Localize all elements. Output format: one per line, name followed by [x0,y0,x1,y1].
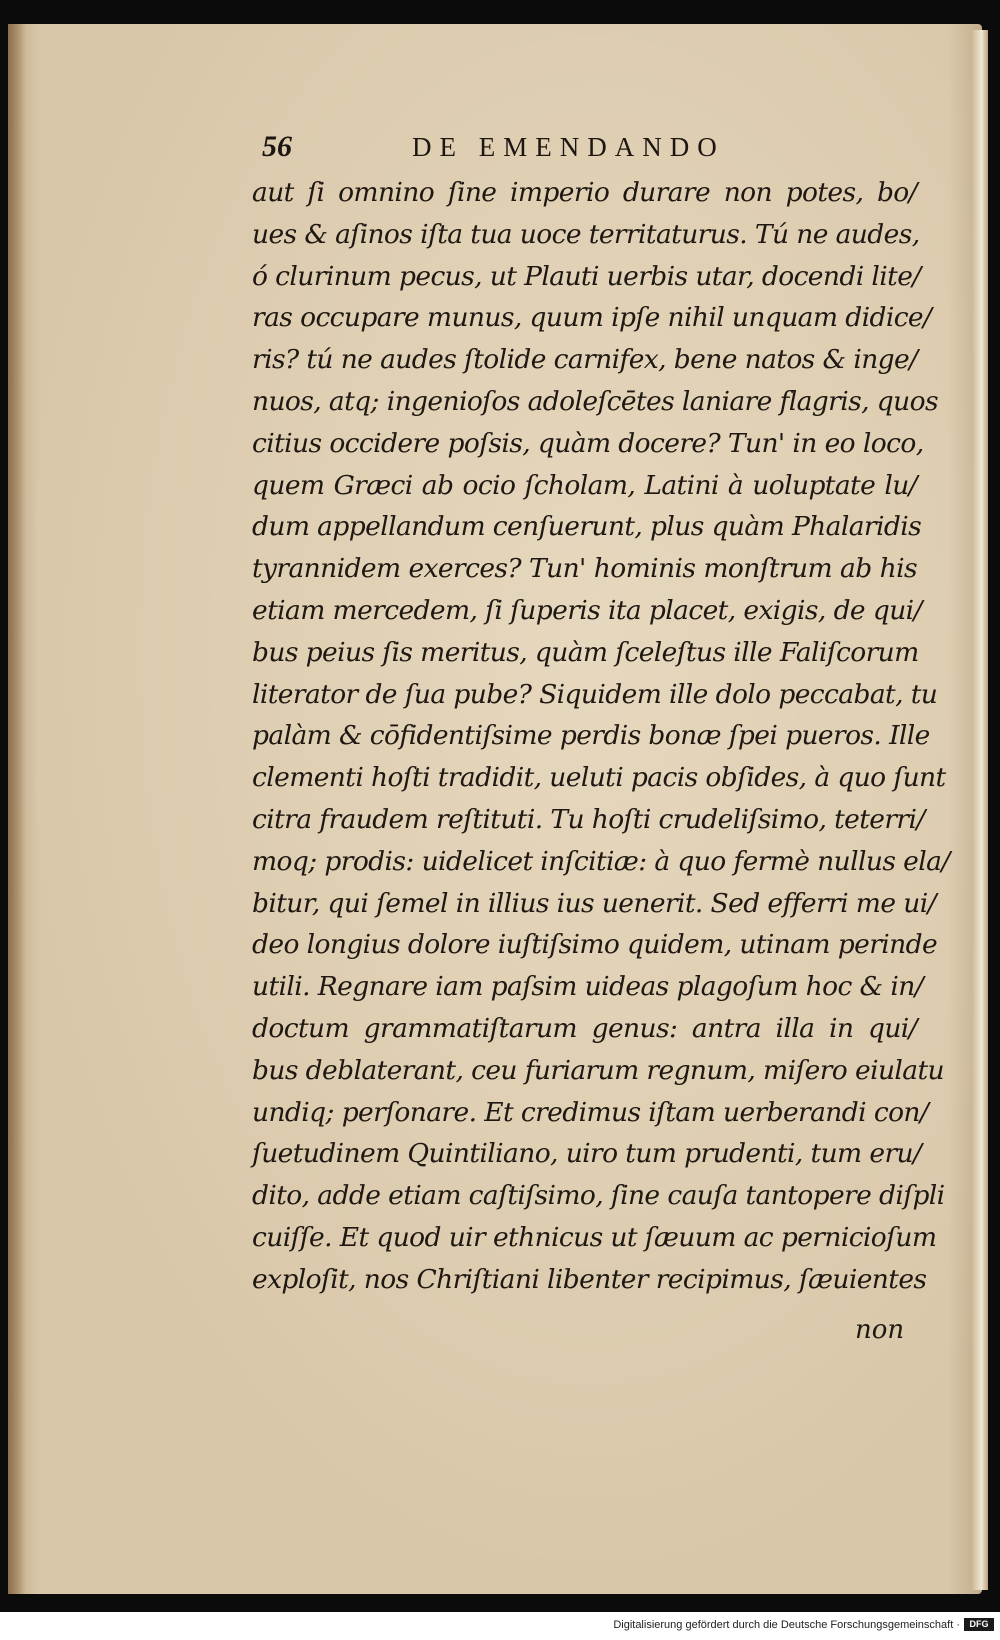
text-line: utili. Regnare iam paſsim uideas plagoſum hoc & in/ [252,971,924,1003]
text-line: cuiſſe. Et quod uir ethnicus ut ſæuum ac pernicioſum [252,1221,937,1253]
text-line: exploſit, nos Chriſtiani libenter recipimus, ſæuientes [252,1263,927,1295]
text-line: dito, adde etiam caſtiſsimo, ſine cauſa tantopere diſpli [252,1180,945,1212]
running-title: DE EMENDANDO [412,132,725,162]
text-line: doctum grammatiſtarum genus: antra illa in qui/ [252,1012,917,1044]
funding-credit: Digitalisierung gefördert durch die Deutsche Forschungsgemeinschaft · [613,1619,960,1631]
text-line: ó clurinum pecus, ut Plauti uerbis utar, docendi lite/ [252,260,921,292]
text-line: ues & aſinos iſta tua uoce territaturus. Tú ne audes, [252,218,920,250]
digitization-footer [0,1612,1000,1640]
text-line: citius occidere poſsis, quàm docere? Tun' in eo loco, [252,427,924,459]
text-line: ſuetudinem Quintiliano, uiro tum prudenti, tum eru/ [252,1138,922,1170]
page-header [262,130,802,170]
catchword: non [855,1315,905,1345]
page-fore-edge [972,30,988,1590]
text-line: clementi hoſti tradidit, ueluti pacis obſides, à quo ſunt [252,762,946,794]
page-number: 56 [262,130,292,163]
text-line: tyrannidem exerces? Tun' hominis monſtrum ab his [252,553,917,585]
body-text [252,172,950,1301]
text-line: undiq; perſonare. Et credimus iſtam uerberandi con/ [252,1096,929,1128]
text-line: nuos, atq; ingenioſos adoleſcētes laniare flagris, quos [252,385,938,417]
text-line: moq; prodis: uidelicet inſcitiæ: à quo fermè nullus ela/ [252,845,950,877]
text-line: bitur, qui ſemel in illius ius uenerit. Sed efferri me ui/ [252,887,936,919]
text-line: quem Græci ab ocio ſcholam, Latini à uoluptate lu/ [252,469,917,501]
dfg-logo-icon: DFG [964,1618,994,1631]
text-line: dum appellandum cenſuerunt, plus quàm Phalaridis [252,511,922,543]
text-line: bus deblaterant, ceu furiarum regnum, miſero eiulatu [252,1054,944,1086]
text-line: aut ſi omnino ſine imperio durare non potes, bo/ [252,177,917,208]
text-line: ris? tú ne audes ſtolide carnifex, bene natos & inge/ [252,344,918,376]
text-line: citra fraudem reſtituti. Tu hoſti crudeliſsimo, teterri/ [252,803,925,835]
page-gutter [8,24,26,1594]
text-line: palàm & cōfidentiſsime perdis bonæ ſpei pueros. Ille [252,720,930,752]
text-line: ras occupare munus, quum ipſe nihil unquam didice/ [252,302,932,334]
text-line: etiam mercedem, ſi ſuperis ita placet, exigis, de qui/ [252,594,922,626]
text-line: literator de ſua pube? Siquidem ille dolo peccabat, tu [252,678,938,710]
text-line: bus peius ſis meritus, quàm ſceleſtus ille Faliſcorum [252,636,919,668]
text-line: deo longius dolore iuſtiſsimo quidem, utinam perinde [252,929,938,961]
